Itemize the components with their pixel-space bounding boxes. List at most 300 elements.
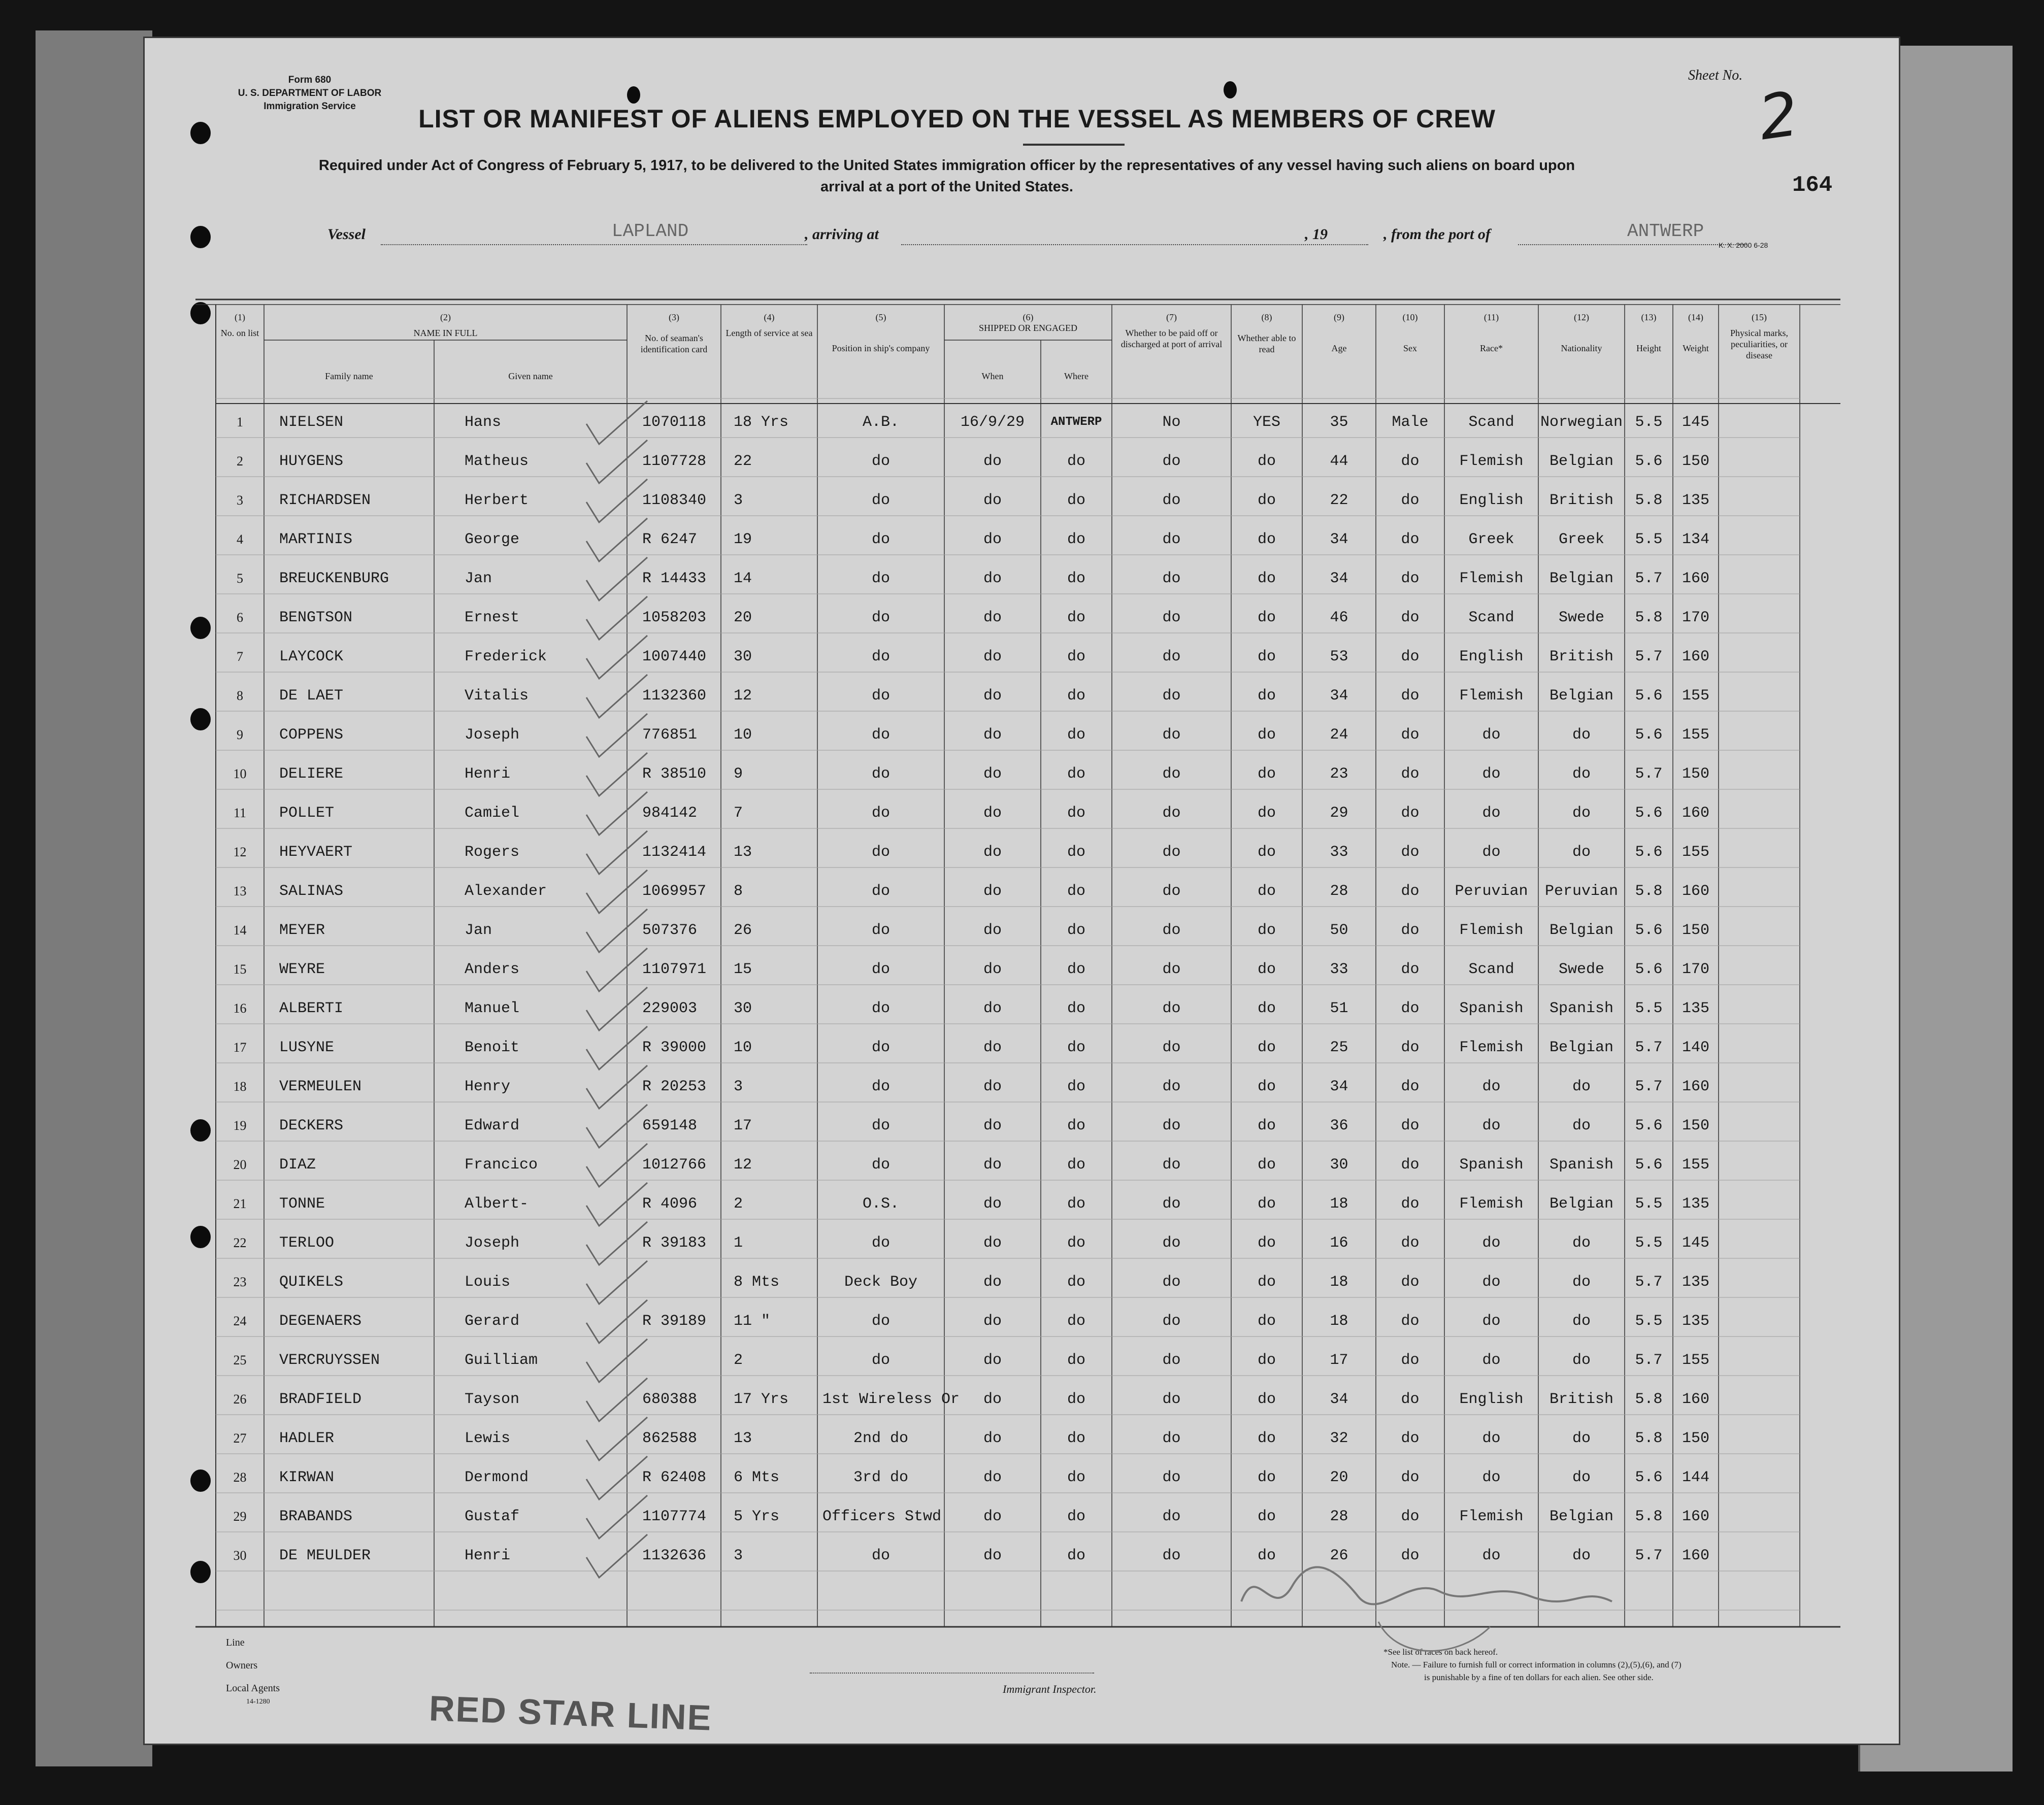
- cell-paid: do: [1162, 1078, 1181, 1095]
- cell-card: 1070118: [642, 414, 707, 431]
- cell-where: do: [1067, 531, 1085, 548]
- cell-age: 34: [1330, 570, 1348, 587]
- cell-race: do: [1482, 1078, 1501, 1095]
- cell-service: 6 Mts: [734, 1469, 780, 1486]
- cell-paid: do: [1162, 492, 1181, 509]
- cell-no: 16: [233, 1001, 247, 1016]
- cell-age: 34: [1330, 1391, 1348, 1408]
- cell-card: 1132360: [642, 687, 707, 705]
- dotted-line: [901, 244, 1368, 245]
- cell-height: 5.7: [1635, 765, 1663, 783]
- form-number: Form 680: [288, 75, 332, 85]
- cell-no: 28: [233, 1470, 247, 1485]
- cell-sex: do: [1401, 1469, 1420, 1486]
- header-family-name: Family name: [325, 371, 373, 381]
- header-sex: Sex: [1403, 343, 1417, 353]
- col-num-2: (2): [440, 312, 451, 322]
- cell-where: do: [1067, 648, 1085, 665]
- header-read: Whether able to read: [1237, 333, 1296, 354]
- header-marks: Physical marks, peculiarities, or disease: [1730, 328, 1788, 360]
- header-nationality: Nationality: [1561, 343, 1602, 353]
- cell-position: do: [871, 1156, 890, 1174]
- cell-service: 2: [734, 1352, 743, 1369]
- cell-family: DE MEULDER: [279, 1547, 371, 1564]
- cell-race: English: [1459, 1391, 1524, 1408]
- cell-when: do: [983, 1274, 1002, 1291]
- cell-weight: 160: [1682, 1078, 1709, 1095]
- cell-when: do: [983, 1391, 1002, 1408]
- cell-age: 18: [1330, 1195, 1348, 1213]
- cell-sex: do: [1401, 609, 1420, 626]
- inspector-label: Immigrant Inspector.: [1003, 1683, 1097, 1695]
- cell-when: 16/9/29: [960, 414, 1025, 431]
- cell-sex: do: [1401, 1195, 1420, 1213]
- cell-sex: do: [1401, 1078, 1420, 1095]
- cell-race: Spanish: [1459, 1156, 1524, 1174]
- cell-paid: do: [1162, 453, 1181, 470]
- cell-sex: do: [1401, 1313, 1420, 1330]
- cell-paid: do: [1162, 922, 1181, 939]
- agent-stamp: RED STAR LINE: [428, 1688, 713, 1738]
- cell-read: do: [1257, 1039, 1276, 1056]
- cell-paid: do: [1162, 1547, 1181, 1564]
- cell-sex: do: [1401, 1430, 1420, 1447]
- cell-given: Joseph: [465, 726, 520, 744]
- cell-read: do: [1257, 1078, 1276, 1095]
- cell-given: Camiel: [465, 805, 520, 822]
- cell-sex: do: [1401, 492, 1420, 509]
- cell-no: 14: [233, 923, 247, 938]
- cell-position: do: [871, 961, 890, 978]
- title-rule: [1023, 144, 1125, 146]
- col-num-9: (9): [1334, 312, 1344, 322]
- cell-where: do: [1067, 1508, 1085, 1525]
- cell-card: 1107971: [642, 961, 707, 978]
- cell-family: LAYCOCK: [279, 648, 344, 665]
- cell-height: 5.6: [1635, 844, 1663, 861]
- cell-height: 5.6: [1635, 1117, 1663, 1134]
- cell-paid: do: [1162, 765, 1181, 783]
- cell-position: do: [871, 648, 890, 665]
- cell-weight: 150: [1682, 922, 1709, 939]
- cell-service: 3: [734, 1078, 743, 1095]
- cell-sex: do: [1401, 922, 1420, 939]
- cell-position: do: [871, 883, 890, 900]
- cell-card: R 39183: [642, 1234, 707, 1252]
- cell-when: do: [983, 1234, 1002, 1252]
- cell-weight: 155: [1682, 726, 1709, 744]
- cell-weight: 155: [1682, 844, 1709, 861]
- cell-race: Flemish: [1459, 570, 1524, 587]
- cell-family: DEGENAERS: [279, 1313, 362, 1330]
- cell-when: do: [983, 648, 1002, 665]
- cell-position: 1st Wireless Or: [822, 1391, 960, 1408]
- cell-family: TONNE: [279, 1195, 325, 1213]
- cell-nationality: do: [1572, 1274, 1591, 1291]
- cell-card: R 39000: [642, 1039, 707, 1056]
- col-num-6: (6): [1023, 312, 1034, 322]
- cell-family: BRADFIELD: [279, 1391, 362, 1408]
- cell-paid: do: [1162, 1156, 1181, 1174]
- cell-race: Flemish: [1459, 1039, 1524, 1056]
- cell-no: 5: [237, 571, 243, 586]
- cell-service: 3: [734, 1547, 743, 1564]
- cell-given: Guilliam: [465, 1352, 538, 1369]
- cell-position: do: [871, 453, 890, 470]
- cell-nationality: do: [1572, 1078, 1591, 1095]
- cell-where: do: [1067, 1234, 1085, 1252]
- cell-where: do: [1067, 726, 1085, 744]
- cell-position: do: [871, 726, 890, 744]
- cell-nationality: Belgian: [1549, 1039, 1614, 1056]
- cell-given: Dermond: [465, 1469, 529, 1486]
- cell-age: 33: [1330, 961, 1348, 978]
- cell-nationality: Belgian: [1549, 687, 1614, 705]
- cell-when: do: [983, 922, 1002, 939]
- col-num-8: (8): [1261, 312, 1272, 322]
- cell-when: do: [983, 570, 1002, 587]
- cell-weight: 155: [1682, 687, 1709, 705]
- cell-height: 5.6: [1635, 961, 1663, 978]
- cell-weight: 160: [1682, 1547, 1709, 1564]
- cell-card: R 39189: [642, 1313, 707, 1330]
- cell-race: Flemish: [1459, 922, 1524, 939]
- dotted-line: [1518, 244, 1746, 245]
- cell-where: do: [1067, 961, 1085, 978]
- year-label: , 19: [1305, 226, 1328, 243]
- binder-hole: [627, 86, 640, 104]
- cell-where: do: [1067, 1117, 1085, 1134]
- cell-read: do: [1257, 1391, 1276, 1408]
- cell-family: LUSYNE: [279, 1039, 335, 1056]
- cell-service: 17 Yrs: [734, 1391, 789, 1408]
- cell-card: 680388: [642, 1391, 698, 1408]
- cell-family: ALBERTI: [279, 1000, 344, 1017]
- cell-no: 19: [233, 1118, 247, 1133]
- binder-hole: [190, 226, 211, 248]
- cell-age: 28: [1330, 1508, 1348, 1525]
- cell-no: 30: [233, 1548, 247, 1563]
- cell-paid: do: [1162, 1469, 1181, 1486]
- cell-height: 5.5: [1635, 531, 1663, 548]
- cell-age: 24: [1330, 726, 1348, 744]
- cell-weight: 145: [1682, 414, 1709, 431]
- cell-paid: do: [1162, 1000, 1181, 1017]
- cell-sex: do: [1401, 805, 1420, 822]
- cell-position: 2nd do: [853, 1430, 909, 1447]
- col-num-15: (15): [1752, 312, 1767, 322]
- cell-when: do: [983, 1352, 1002, 1369]
- cell-when: do: [983, 609, 1002, 626]
- cell-when: do: [983, 1469, 1002, 1486]
- cell-where: ANTWERP: [1050, 415, 1102, 429]
- cell-read: do: [1257, 961, 1276, 978]
- arriving-label: , arriving at: [805, 226, 879, 243]
- cell-height: 5.5: [1635, 1195, 1663, 1213]
- cell-weight: 170: [1682, 609, 1709, 626]
- cell-when: do: [983, 1547, 1002, 1564]
- cell-no: 17: [233, 1040, 247, 1055]
- cell-where: do: [1067, 1547, 1085, 1564]
- cell-where: do: [1067, 883, 1085, 900]
- cell-weight: 140: [1682, 1039, 1709, 1056]
- cell-when: do: [983, 453, 1002, 470]
- cell-age: 28: [1330, 883, 1348, 900]
- cell-when: do: [983, 1430, 1002, 1447]
- cell-when: do: [983, 492, 1002, 509]
- cell-weight: 135: [1682, 1000, 1709, 1017]
- cell-height: 5.8: [1635, 492, 1663, 509]
- col-num-12: (12): [1574, 312, 1589, 322]
- cell-read: do: [1257, 609, 1276, 626]
- cell-where: do: [1067, 844, 1085, 861]
- cell-service: 12: [734, 687, 752, 705]
- cell-age: 16: [1330, 1234, 1348, 1252]
- cell-service: 11 ": [734, 1313, 771, 1330]
- cell-position: do: [871, 1078, 890, 1095]
- cell-no: 15: [233, 962, 247, 977]
- cell-paid: do: [1162, 570, 1181, 587]
- cell-position: A.B.: [862, 414, 899, 431]
- cell-service: 26: [734, 922, 752, 939]
- cell-service: 13: [734, 1430, 752, 1447]
- cell-card: R 14433: [642, 570, 707, 587]
- note-line2: is punishable by a fine of ten dollars for each alien. See other side.: [1424, 1673, 1654, 1682]
- cell-nationality: do: [1572, 844, 1591, 861]
- cell-nationality: do: [1572, 1430, 1591, 1447]
- cell-service: 15: [734, 961, 752, 978]
- cell-weight: 160: [1682, 883, 1709, 900]
- cell-when: do: [983, 1313, 1002, 1330]
- cell-service: 17: [734, 1117, 752, 1134]
- cell-race: do: [1482, 1430, 1501, 1447]
- cell-when: do: [983, 961, 1002, 978]
- cell-position: do: [871, 492, 890, 509]
- left-binding-strip: [36, 30, 152, 1766]
- col-num-3: (3): [669, 312, 679, 322]
- cell-when: do: [983, 1508, 1002, 1525]
- cell-family: BRABANDS: [279, 1508, 353, 1525]
- cell-race: Scand: [1468, 609, 1514, 626]
- cell-nationality: Greek: [1558, 531, 1604, 548]
- cell-race: do: [1482, 1352, 1501, 1369]
- cell-sex: do: [1401, 531, 1420, 548]
- cell-given: Francico: [465, 1156, 538, 1174]
- cell-family: RICHARDSEN: [279, 492, 371, 509]
- cell-given: Gerard: [465, 1313, 520, 1330]
- cell-no: 12: [233, 845, 247, 859]
- cell-sex: do: [1401, 1274, 1420, 1291]
- cell-weight: 135: [1682, 1195, 1709, 1213]
- cell-nationality: do: [1572, 1313, 1591, 1330]
- cell-family: TERLOO: [279, 1234, 335, 1252]
- cell-position: do: [871, 922, 890, 939]
- cell-service: 7: [734, 805, 743, 822]
- cell-weight: 160: [1682, 1508, 1709, 1525]
- col-num-10: (10): [1402, 312, 1418, 322]
- cell-age: 29: [1330, 805, 1348, 822]
- sheet-number-value: 2: [1754, 79, 1803, 154]
- cell-height: 5.6: [1635, 453, 1663, 470]
- cell-weight: 150: [1682, 765, 1709, 783]
- cell-nationality: do: [1572, 765, 1591, 783]
- cell-height: 5.8: [1635, 883, 1663, 900]
- cell-when: do: [983, 1039, 1002, 1056]
- header-paid-off: Whether to be paid off or discharged at port of arrival: [1120, 328, 1223, 349]
- cell-nationality: do: [1572, 1234, 1591, 1252]
- cell-when: do: [983, 1117, 1002, 1134]
- cell-position: do: [871, 1234, 890, 1252]
- cell-card: 229003: [642, 1000, 698, 1017]
- cell-where: do: [1067, 1078, 1085, 1095]
- cell-race: do: [1482, 1274, 1501, 1291]
- header-given-name: Given name: [508, 371, 553, 381]
- cell-where: do: [1067, 1391, 1085, 1408]
- cell-sex: do: [1401, 1039, 1420, 1056]
- cell-given: Hans: [465, 414, 502, 431]
- cell-nationality: Swede: [1558, 609, 1604, 626]
- cell-age: 30: [1330, 1156, 1348, 1174]
- cell-weight: 150: [1682, 1117, 1709, 1134]
- cell-position: Officers Stwd: [822, 1508, 942, 1525]
- cell-position: do: [871, 609, 890, 626]
- cell-service: 13: [734, 844, 752, 861]
- cell-nationality: British: [1549, 1391, 1614, 1408]
- cell-card: 659148: [642, 1117, 698, 1134]
- cell-height: 5.7: [1635, 1078, 1663, 1095]
- cell-read: do: [1257, 883, 1276, 900]
- cell-paid: do: [1162, 1508, 1181, 1525]
- cell-paid: do: [1162, 1274, 1181, 1291]
- cell-where: do: [1067, 1000, 1085, 1017]
- cell-where: do: [1067, 609, 1085, 626]
- cell-paid: No: [1162, 414, 1181, 431]
- cell-nationality: Belgian: [1549, 570, 1614, 587]
- cell-card: 1069957: [642, 883, 707, 900]
- cell-weight: 135: [1682, 1313, 1709, 1330]
- cell-height: 5.7: [1635, 570, 1663, 587]
- cell-service: 19: [734, 531, 752, 548]
- cell-age: 35: [1330, 414, 1348, 431]
- cell-nationality: Norwegian: [1540, 414, 1623, 431]
- cell-where: do: [1067, 687, 1085, 705]
- cell-paid: do: [1162, 883, 1181, 900]
- cell-given: Rogers: [465, 844, 520, 861]
- cell-position: do: [871, 1547, 890, 1564]
- cell-paid: do: [1162, 648, 1181, 665]
- cell-race: do: [1482, 765, 1501, 783]
- cell-height: 5.8: [1635, 1430, 1663, 1447]
- cell-read: do: [1257, 1508, 1276, 1525]
- cell-family: SALINAS: [279, 883, 344, 900]
- cell-race: Flemish: [1459, 1195, 1524, 1213]
- cell-read: do: [1257, 922, 1276, 939]
- cell-age: 44: [1330, 453, 1348, 470]
- line-label: Line: [226, 1637, 245, 1648]
- cell-service: 22: [734, 453, 752, 470]
- service-name: Immigration Service: [263, 101, 356, 112]
- cell-weight: 150: [1682, 1430, 1709, 1447]
- cell-race: do: [1482, 726, 1501, 744]
- cell-read: do: [1257, 1547, 1276, 1564]
- cell-weight: 155: [1682, 1352, 1709, 1369]
- cell-height: 5.8: [1635, 1508, 1663, 1525]
- header-where: Where: [1064, 371, 1089, 381]
- cell-service: 20: [734, 609, 752, 626]
- col-num-5: (5): [875, 312, 886, 322]
- agents-label: Local Agents: [226, 1683, 280, 1694]
- cell-given: Henri: [465, 765, 511, 783]
- cell-age: 32: [1330, 1430, 1348, 1447]
- cell-height: 5.6: [1635, 726, 1663, 744]
- cell-race: English: [1459, 648, 1524, 665]
- cell-where: do: [1067, 1156, 1085, 1174]
- races-note: *See list of races on back hereof.: [1383, 1647, 1498, 1657]
- cell-age: 51: [1330, 1000, 1348, 1017]
- cell-read: do: [1257, 1000, 1276, 1017]
- header-name-in-full: NAME IN FULL: [413, 328, 478, 338]
- department: U. S. DEPARTMENT OF LABOR: [238, 88, 382, 98]
- cell-race: Flemish: [1459, 1508, 1524, 1525]
- cell-age: 26: [1330, 1547, 1348, 1564]
- cell-service: 2: [734, 1195, 743, 1213]
- cell-service: 8 Mts: [734, 1274, 780, 1291]
- cell-given: Manuel: [465, 1000, 520, 1017]
- cell-nationality: do: [1572, 1352, 1591, 1369]
- header-id-card: No. of seaman's identification card: [640, 333, 708, 354]
- cell-nationality: Belgian: [1549, 922, 1614, 939]
- cell-when: do: [983, 687, 1002, 705]
- cell-when: do: [983, 1156, 1002, 1174]
- subtitle-line1: Required under Act of Congress of February 5, 1917, to be delivered to the United States immigration officer by the representatives of any vessel having such aliens on board upon: [318, 157, 1575, 174]
- cell-position: do: [871, 1039, 890, 1056]
- cell-height: 5.5: [1635, 1313, 1663, 1330]
- cell-paid: do: [1162, 1117, 1181, 1134]
- cell-read: do: [1257, 1156, 1276, 1174]
- cell-no: 1: [237, 415, 243, 429]
- cell-card: R 6247: [642, 531, 698, 548]
- cell-position: do: [871, 570, 890, 587]
- cell-sex: do: [1401, 1234, 1420, 1252]
- cell-age: 34: [1330, 687, 1348, 705]
- cell-race: Greek: [1468, 531, 1514, 548]
- sheet-number-label: Sheet No.: [1688, 68, 1743, 83]
- cell-read: do: [1257, 1274, 1276, 1291]
- cell-read: do: [1257, 687, 1276, 705]
- inspector-signature-line: [810, 1673, 1094, 1674]
- inspector-signature: [1226, 1541, 1642, 1667]
- cell-race: Scand: [1468, 414, 1514, 431]
- cell-family: HADLER: [279, 1430, 335, 1447]
- cell-sex: do: [1401, 648, 1420, 665]
- cell-no: 20: [233, 1157, 247, 1172]
- header-weight: Weight: [1683, 343, 1709, 353]
- cell-card: 1132414: [642, 844, 707, 861]
- cell-service: 5 Yrs: [734, 1508, 780, 1525]
- cell-when: do: [983, 844, 1002, 861]
- cell-height: 5.5: [1635, 414, 1663, 431]
- cell-where: do: [1067, 1430, 1085, 1447]
- cell-weight: 144: [1682, 1469, 1709, 1486]
- cell-card: R 20253: [642, 1078, 707, 1095]
- cell-nationality: British: [1549, 492, 1614, 509]
- cell-sex: do: [1401, 1000, 1420, 1017]
- cell-position: do: [871, 531, 890, 548]
- cell-paid: do: [1162, 687, 1181, 705]
- cell-position: do: [871, 1352, 890, 1369]
- cell-given: Frederick: [465, 648, 547, 665]
- cell-sex: do: [1401, 765, 1420, 783]
